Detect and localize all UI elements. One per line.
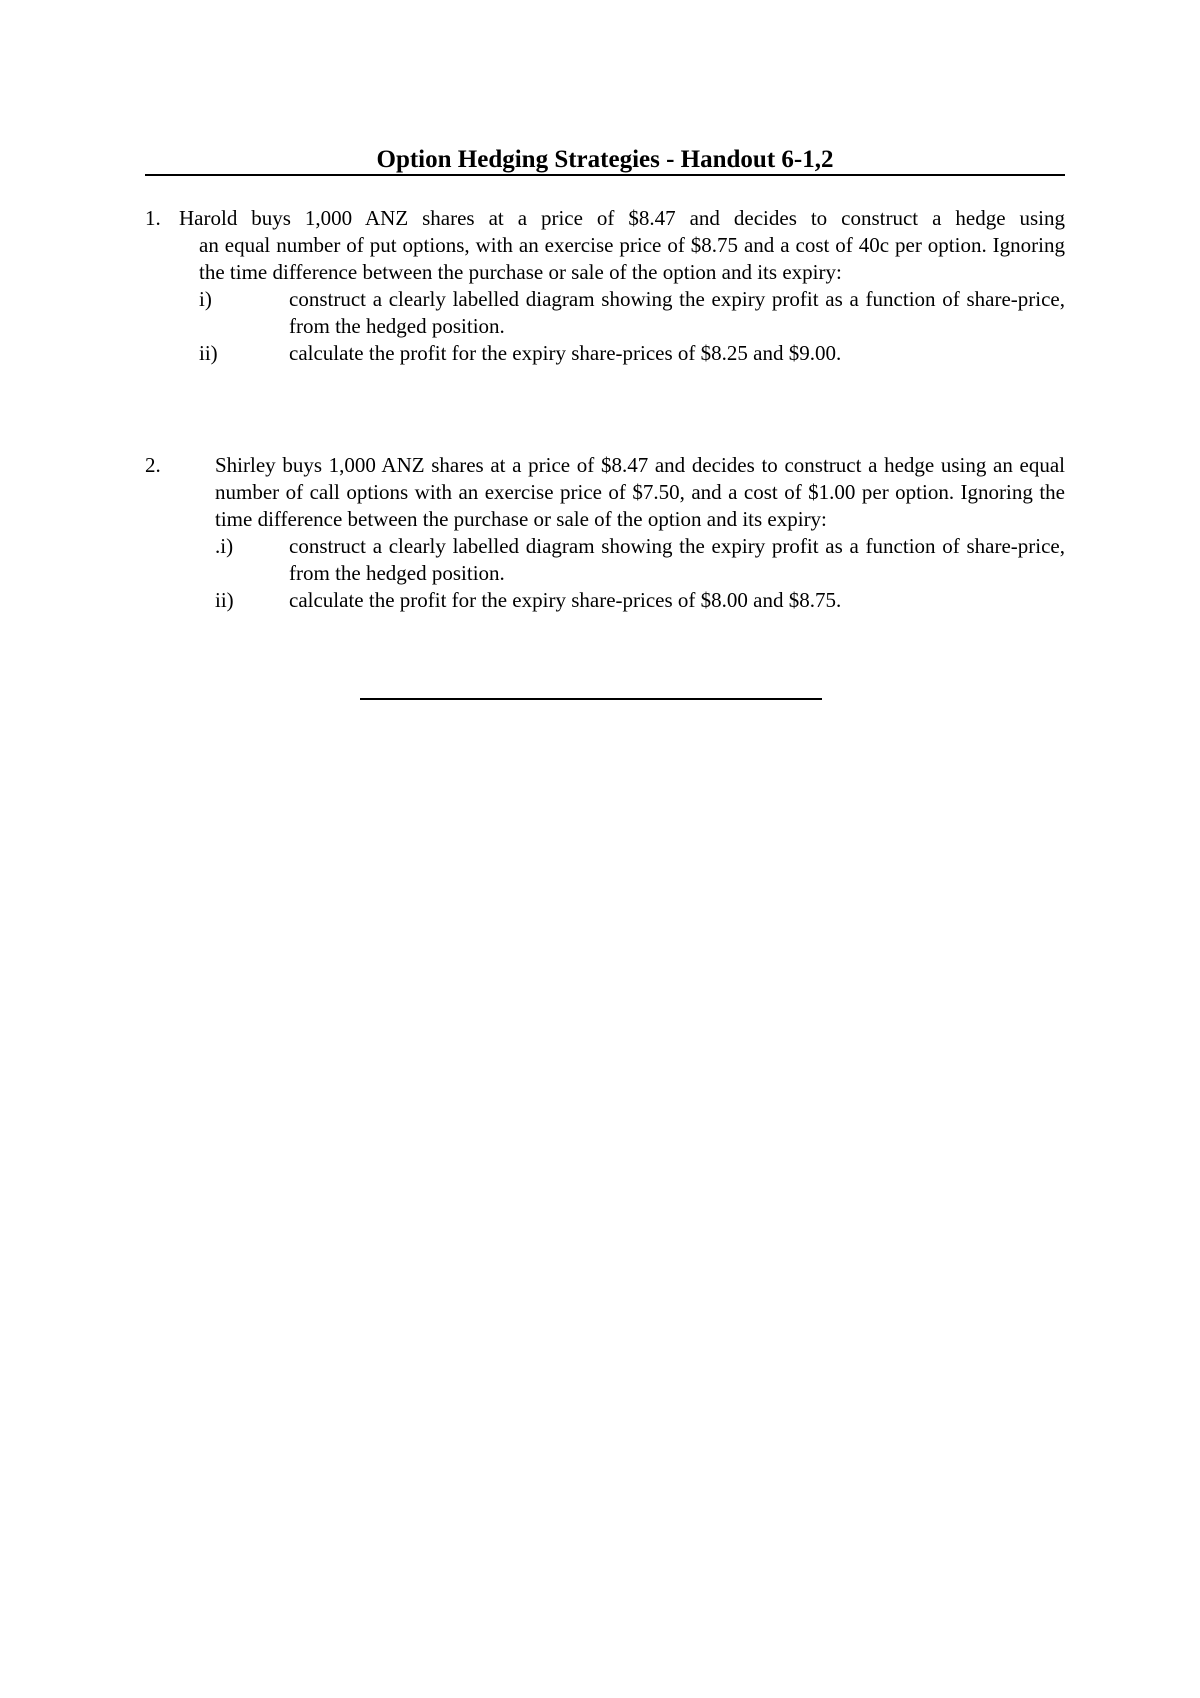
part-label: i) [199, 287, 212, 311]
question-part [215, 587, 1065, 614]
title-underline [145, 174, 1065, 176]
section-divider [360, 698, 822, 700]
question-part [215, 533, 1065, 587]
question-text-first-line: Harold buys 1,000 ANZ shares at a price of $8.47 and decides to construct a hedge using [179, 206, 1065, 230]
part-label: .i) [215, 534, 234, 558]
question-part [199, 286, 1065, 340]
question-number: 2. [145, 453, 161, 477]
part-text: calculate the profit for the expiry share-prices of $8.25 and $9.00. [289, 341, 842, 365]
question-text: an equal number of put options, with an exercise price of $8.75 and a cost of 40c per option. Ignoring the time difference between the purchase or sale of the option and its expiry: [199, 233, 1065, 284]
part-label: ii) [215, 588, 234, 612]
part-text: calculate the profit for the expiry share-prices of $8.00 and $8.75. [289, 588, 842, 612]
question-body [145, 205, 1065, 367]
question-text: Shirley buys 1,000 ANZ shares at a price of $8.47 and decides to construct a hedge using an equal number of call options with an exercise price of $7.50, and a cost of $1.00 per option. Ignoring the time difference between the purchase or sale of the option and its expiry: [215, 453, 1065, 531]
question-body [215, 452, 1065, 614]
document-title: Option Hedging Strategies - Handout 6-1,2 [376, 146, 834, 173]
question-number: 1. [145, 206, 161, 230]
part-label: ii) [199, 341, 218, 365]
part-text: construct a clearly labelled diagram showing the expiry profit as a function of share-price, from the hedged position. [289, 534, 1065, 585]
question-part [199, 340, 1065, 367]
part-text: construct a clearly labelled diagram showing the expiry profit as a function of share-price, from the hedged position. [289, 287, 1065, 338]
